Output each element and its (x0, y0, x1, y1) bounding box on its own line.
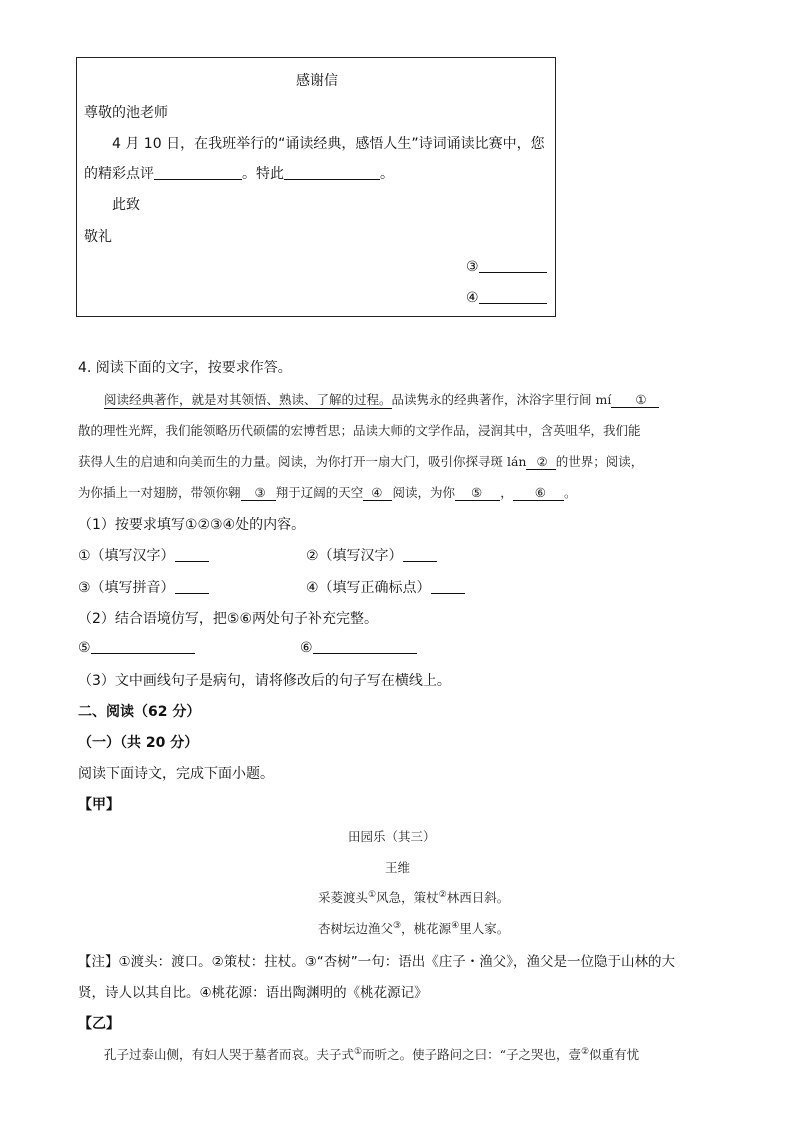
answer-blank-1[interactable] (175, 547, 209, 562)
label-yi: 【乙】 (78, 1016, 120, 1032)
marker-3: ③ (466, 259, 479, 275)
passage-line-3 (78, 452, 643, 470)
reading-instruction: 阅读下面诗文，完成下面小题。 (78, 766, 274, 782)
letter-title: 感谢信 (296, 73, 338, 89)
note-ref-3: ③ (393, 920, 402, 931)
passage-text: 而听之。使子路问之曰：“子之哭也，壹 (362, 1047, 581, 1062)
blank-marker-4[interactable]: ④ (363, 485, 392, 501)
blank-2[interactable] (284, 165, 380, 180)
passage-text: 的世界；阅读， (555, 454, 644, 469)
subquestion-1b (306, 545, 437, 565)
passage-text: ， (500, 485, 513, 500)
blank-1[interactable] (154, 165, 242, 180)
passage-text: 。 (563, 485, 577, 500)
letter-closing-1: 此致 (112, 197, 140, 213)
passage-text: 获得人生的启迪和向美而生的力量。阅读，为你打开一扇大门，吸引你探寻斑 lán (78, 454, 527, 469)
question-4-heading: 4. 阅读下面的文字，按要求作答。 (78, 360, 292, 376)
blank-3[interactable] (479, 258, 547, 273)
letter-body-text: 。特此 (242, 166, 284, 182)
note-ref-2: ② (438, 889, 447, 900)
poem-title: 田园乐（其三） (348, 829, 436, 844)
blank-marker-5[interactable]: ⑤ (455, 485, 500, 501)
yi-passage-line-1 (104, 1045, 639, 1063)
poem-text: 林西日斜。 (446, 890, 510, 905)
passage-line-1 (104, 390, 659, 409)
subquestion-2a (78, 639, 195, 656)
thank-you-letter-box (76, 57, 556, 317)
subquestion-1c (78, 577, 209, 597)
passage-text: 孔子过泰山侧，有妇人哭于墓者而哀。夫子式 (104, 1047, 355, 1062)
subquestion-1d (306, 577, 465, 597)
note-ref-yi-2: ② (581, 1046, 590, 1057)
blank-marker-3[interactable]: ③ (241, 485, 276, 501)
subquestion-1: （1）按要求填写①②③④处的内容。 (78, 517, 306, 533)
prompt-text: ④（填写正确标点） (306, 580, 431, 596)
answer-blank-2[interactable] (403, 547, 437, 562)
letter-body-text: 的精彩点评 (84, 166, 154, 182)
answer-blank-4[interactable] (431, 579, 465, 594)
note-ref-1: ① (368, 889, 377, 900)
prompt-text: ①（填写汉字） (78, 548, 175, 564)
underlined-sentence: 阅读经典著作，就是对其领悟、熟读、了解的过程。 (104, 392, 392, 407)
marker-4: ④ (466, 290, 479, 306)
letter-date-blank (466, 289, 547, 306)
answer-blank-6[interactable] (313, 639, 417, 654)
letter-body-line2 (84, 163, 394, 183)
passage-text: 翔于辽阔的天空 (275, 485, 364, 500)
poem-text: 风急，策杖 (376, 890, 439, 905)
subquestion-2b (300, 639, 417, 656)
part-1-heading: （一）（共 20 分） (78, 735, 199, 751)
prompt-text: ⑥ (300, 640, 313, 656)
subquestion-2: （2）结合语境仿写，把⑤⑥两处句子补充完整。 (78, 611, 379, 627)
note-ref-4: ④ (451, 920, 460, 931)
poem-line-1 (318, 888, 509, 906)
label-jia: 【甲】 (78, 797, 120, 813)
section-2-heading: 二、阅读（62 分） (78, 704, 201, 720)
letter-salutation: 尊敬的池老师 (84, 105, 168, 121)
answer-blank-3[interactable] (175, 579, 209, 594)
passage-text: 阅读，为你 (392, 485, 455, 500)
subquestion-1a (78, 545, 209, 565)
passage-line-4 (78, 483, 576, 501)
letter-signature-blank (466, 258, 547, 275)
blank-marker-1[interactable]: ① (611, 392, 658, 408)
letter-closing-2: 敬礼 (84, 229, 112, 245)
passage-text: 似重有忧 (589, 1047, 640, 1062)
blank-marker-2[interactable]: ② (526, 454, 555, 470)
note-ref-yi-1: ① (354, 1046, 363, 1057)
poem-line-2 (318, 919, 509, 937)
subquestion-3: （3）文中画线句子是病句，请将修改后的句子写在横线上。 (78, 673, 451, 689)
letter-body-line1: 4 月 10 日，在我班举行的“诵读经典，感悟人生”诗词诵读比赛中，您 (112, 136, 545, 152)
poem-author: 王维 (385, 860, 411, 875)
letter-body-text: 。 (380, 166, 394, 182)
passage-text: 品读隽永的经典著作，沐浴字里行间 mí (391, 392, 612, 407)
poem-text: ，桃花源 (401, 921, 452, 936)
prompt-text: ②（填写汉字） (306, 548, 403, 564)
blank-marker-6[interactable]: ⑥ (513, 485, 564, 501)
poem-text: 采菱渡头 (318, 890, 369, 905)
blank-4[interactable] (479, 289, 547, 304)
prompt-text: ③（填写拼音） (78, 580, 175, 596)
poem-text: 杏树坛边渔父 (318, 921, 394, 936)
notes-line-1: 【注】①渡头：渡口。②策杖：拄杖。③“杏树”一句：语出《庄子・渔父》，渔父是一位隐于山林的大 (78, 954, 676, 970)
notes-line-2: 贤，诗人以其自比。④桃花源：语出陶渊明的《桃花源记》 (78, 985, 428, 1001)
answer-blank-5[interactable] (91, 639, 195, 654)
passage-line-2: 散的理性光辉，我们能领略历代硕儒的宏博哲思；品读大师的文学作品，浸润其中，含英咀华，我们能 (78, 423, 641, 438)
poem-text: 里人家。 (459, 921, 510, 936)
passage-text: 为你插上一对翅膀，带领你翱 (78, 485, 241, 500)
prompt-text: ⑤ (78, 640, 91, 656)
